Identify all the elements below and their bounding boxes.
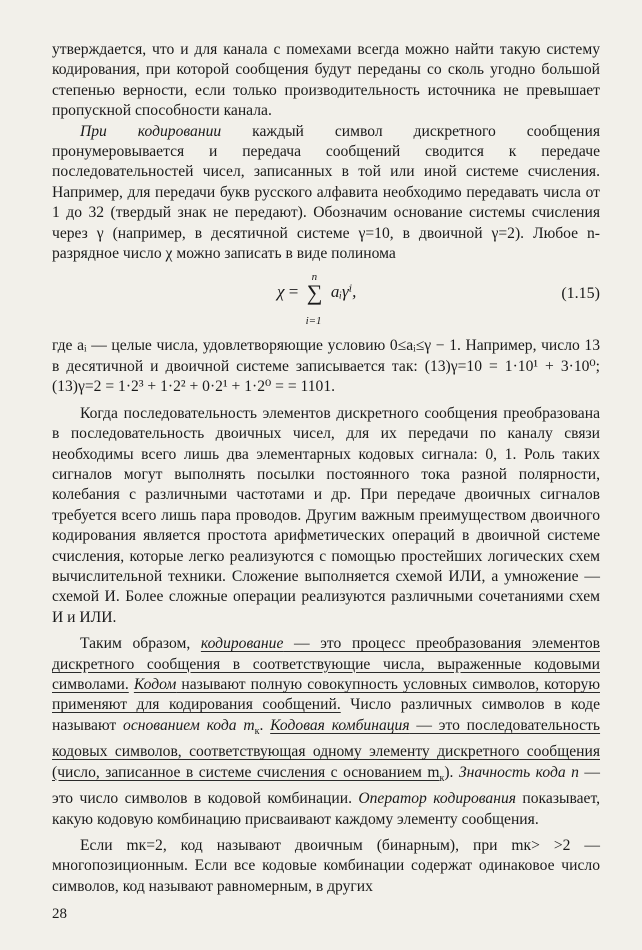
- subscript-k-2: к: [439, 772, 445, 784]
- paragraph-4: Когда последовательность элементов дискретного сообщения преобразована в последовательность двоичных чисел, для их передачи по каналу связи необходимы всего лишь два элементарных кодовых сигнала: 0, 1. Роль таких сигналов могут выполнять посылки постоянного тока разной полярности, колебания с различными частотами и др. При передаче двоичных сигналов требуется всего лишь пара проводов. Другим важным преимуществом двоичного кодирования является простота арифметических операций в двоичной системе счисления, которые легко реализуются с помощью простейших логических схем вычислительной техники. Сложение выполняется схемой ИЛИ, а умножение — схемой И. Более сложные операции реализуются различными сочетаниями схем И и ИЛИ.: [52, 404, 600, 626]
- paragraph-3: где aᵢ — целые числа, удовлетворяющие условию 0≤aᵢ≤γ − 1. Например, число 13 в десятичной и двоичной системе записывается так: (13)γ=10 = 1·10¹ + 3·10⁰; (13)γ=2 = 1·2³ + 1·2² + 0·2¹ + 1·2⁰ = = 1101.: [52, 337, 600, 396]
- sum-symbol: ∑: [306, 280, 323, 306]
- sum-upper-limit: n: [311, 271, 318, 284]
- formula-term: aᵢγⁱ,: [330, 282, 357, 302]
- term-pri-kodirovanii: При кодировании: [80, 122, 222, 140]
- formula-1-15: [52, 268, 600, 334]
- p5-count-text: Число различных символов в коде называют: [52, 696, 600, 734]
- term-kodirovanie: кодирование: [200, 635, 284, 653]
- p5-znachnost-text: — это число символов в кодовой комбинации.: [52, 763, 600, 808]
- term-kodovaya-kombinaciya: Кодовая комбинация: [270, 716, 410, 734]
- term-operator: Оператор кодирования: [358, 790, 517, 808]
- subscript-k: к: [254, 725, 260, 737]
- equation-number: (1.15): [561, 285, 600, 303]
- page-body: [52, 40, 600, 897]
- formula-eq: =: [288, 282, 299, 302]
- paragraph-5: [52, 634, 600, 830]
- p5-close: ).: [444, 763, 459, 781]
- page-number: 28: [52, 906, 67, 922]
- term-osnovanie: основанием кода m: [123, 716, 255, 734]
- p5-sep: .: [259, 716, 271, 734]
- formula-expression: [277, 271, 357, 328]
- p5-intro: Таким образом,: [80, 635, 201, 653]
- paragraph-6: Если mк=2, код называют двоичным (бинарным), при mк> >2 — многопозиционным. Если все кодовые комбинации содержат одинаковое число символов, код называют равномерным, в других: [52, 837, 600, 895]
- definition-kodirovanie-text: — это процесс преобразования элементов дискретного сообщения в соответствующие числа, выраженные кодовыми символами.: [52, 635, 600, 693]
- term-kod: Кодом: [133, 675, 177, 693]
- formula-lhs: χ: [277, 282, 285, 302]
- p5-operator-text: показывает, какую кодовую комбинацию присваивают каждому элементу сообщения.: [52, 790, 600, 828]
- paragraph-2: [52, 122, 600, 265]
- definition-kod-text: называют полную совокупность условных символов, которую применяют для кодирования сообщений.: [52, 675, 600, 714]
- paragraph-2-text: каждый символ дискретного сообщения пронумеровывается и передача сообщений сводится к передаче последовательностей чисел, записанных в той или иной системе счисления. Например, для передачи букв русского алфавита необходимо передавать числа от 1 до 32 (твердый знак не передают). Обозначим основание системы счисления через γ (например, в десятичной системе γ=10, в двоичной γ=2). Любое n-разрядное число χ можно записать в виде полинома: [52, 122, 600, 263]
- sum-sign: [303, 271, 327, 328]
- definition-kombinaciya-text: — это последовательность кодовых символов, соответствующая одному элементу дискретного сообщения (число, записанное в системе счисления с основанием m: [52, 716, 601, 781]
- term-znachnost: Значность кода n: [458, 763, 579, 781]
- sum-lower-limit: i=1: [305, 315, 322, 328]
- paragraph-1: утверждается, что и для канала с помехами всегда можно найти такую систему кодирования, при которой сообщения будут переданы со сколь угодно большой степенью верности, если только производительность источника не превышает пропускной способности канала.: [52, 41, 600, 120]
